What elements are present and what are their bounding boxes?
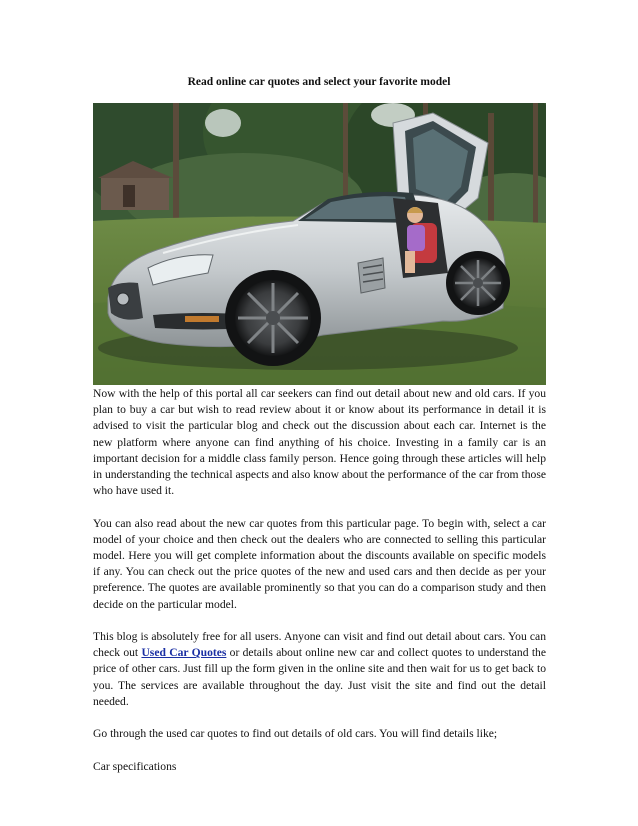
paragraph-3-text-after: or details about online new car and collect quotes to understand the price of other cars. Just fill up the form given in the online site and then wait for us to get back to you. The services are available throughout the day. Just visit the site and find out the detail needed.: [93, 646, 546, 708]
paragraph-1: Now with the help of this portal all car seekers can find out detail about new and old cars. If you plan to buy a car but wish to read review about it or know about its performance in detail it is advised to visit the particular blog and check out the discussion about each car. Internet is the new platform where anyone can find anything of his choice. Investing in a family car is an important decision for a middle class family person. Hence going through these articles will help in understanding the technical aspects and also know about the performance of the car from those who have used it.: [93, 387, 546, 498]
car-photo: [93, 103, 546, 385]
paragraph-3-text-before: This blog is absolutely free for all users. Anyone can visit and find out detail about cars. You can check out: [93, 630, 546, 660]
paragraph-5: Car specifications: [93, 759, 177, 773]
used-car-quotes-link[interactable]: Used Car Quotes: [141, 646, 227, 660]
paragraph-2: You can also read about the new car quotes from this particular page. To begin with, select a car model of your choice and then check out the dealers who are connected to selling this particular model. Here you will get complete information about the discounts available on specific models if any. You can check out the price quotes of the new and used cars and then decide as per your preference. The quotes are available prominently so that you can do a comparison study and then decide on the particular model.: [93, 516, 546, 611]
paragraph-3: [93, 629, 546, 710]
paragraph-4: Go through the used car quotes to find out details of old cars. You will find details like;: [93, 727, 498, 741]
article-body: [93, 386, 546, 791]
document-title: Read online car quotes and select your favorite model: [187, 76, 451, 88]
